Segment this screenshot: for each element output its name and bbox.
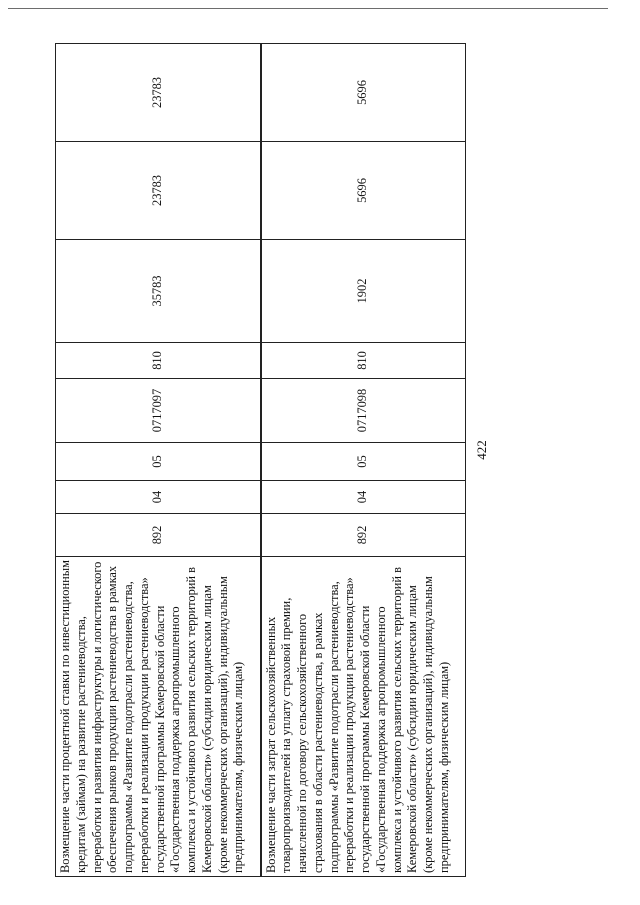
subsection-cell: 05	[261, 443, 466, 481]
sum-1-cell: 1902	[261, 240, 466, 343]
ministry-code-cell: 892	[261, 514, 466, 557]
rotated-table-wrapper	[55, 44, 466, 877]
sum-3-cell: 23783	[56, 44, 261, 142]
section-cell: 04	[261, 481, 466, 514]
ministry-code-cell: 892	[56, 514, 261, 557]
table-row	[261, 44, 466, 877]
expense-type-cell: 810	[56, 343, 261, 379]
sum-2-cell: 5696	[261, 142, 466, 240]
description-cell: Возмещение части процентной ставки по инвестиционным кредитам (займам) на развитие растениеводства, переработки и развития инфраструктуры и логистического обеспечения рынков продукции растениеводства в рамках подпрограммы «Развитие подотрасли растениеводства, переработки и реализации продукции растениеводства» государственной программы Кемеровской области «Государственная поддержка агропромышленного комплекса и устойчивого развития сельских территорий в Кемеровской области» (субсидии юридическим лицам (кроме некоммерческих организаций), индивидуальным предпринимателям, физическим лицам)	[56, 557, 261, 877]
sum-2-cell: 23783	[56, 142, 261, 240]
description-cell: Возмещение части затрат сельскохозяйственных товаропроизводителей на уплату страховой премии, начисленной по договору сельскохозяйственного страхования в области растениеводства, в рамках подпрограммы «Развитие подотрасли растениеводства, переработки и реализации продукции растениеводства» государственной программы Кемеровской области «Государственная поддержка агропромышленного комплекса и устойчивого развития сельских территорий в Кемеровской области» (субсидии юридическим лицам (кроме некоммерческих организаций), индивидуальным предпринимателям, физическим лицам)	[261, 557, 466, 877]
sum-1-cell: 35783	[56, 240, 261, 343]
table-row	[56, 44, 261, 877]
target-article-cell: 0717097	[56, 379, 261, 443]
budget-table	[55, 43, 466, 877]
expense-type-cell: 810	[261, 343, 466, 379]
target-article-cell: 0717098	[261, 379, 466, 443]
section-cell: 04	[56, 481, 261, 514]
subsection-cell: 05	[56, 443, 261, 481]
top-rule	[8, 8, 608, 9]
sum-3-cell: 5696	[261, 44, 466, 142]
page-number: 422	[474, 440, 489, 460]
